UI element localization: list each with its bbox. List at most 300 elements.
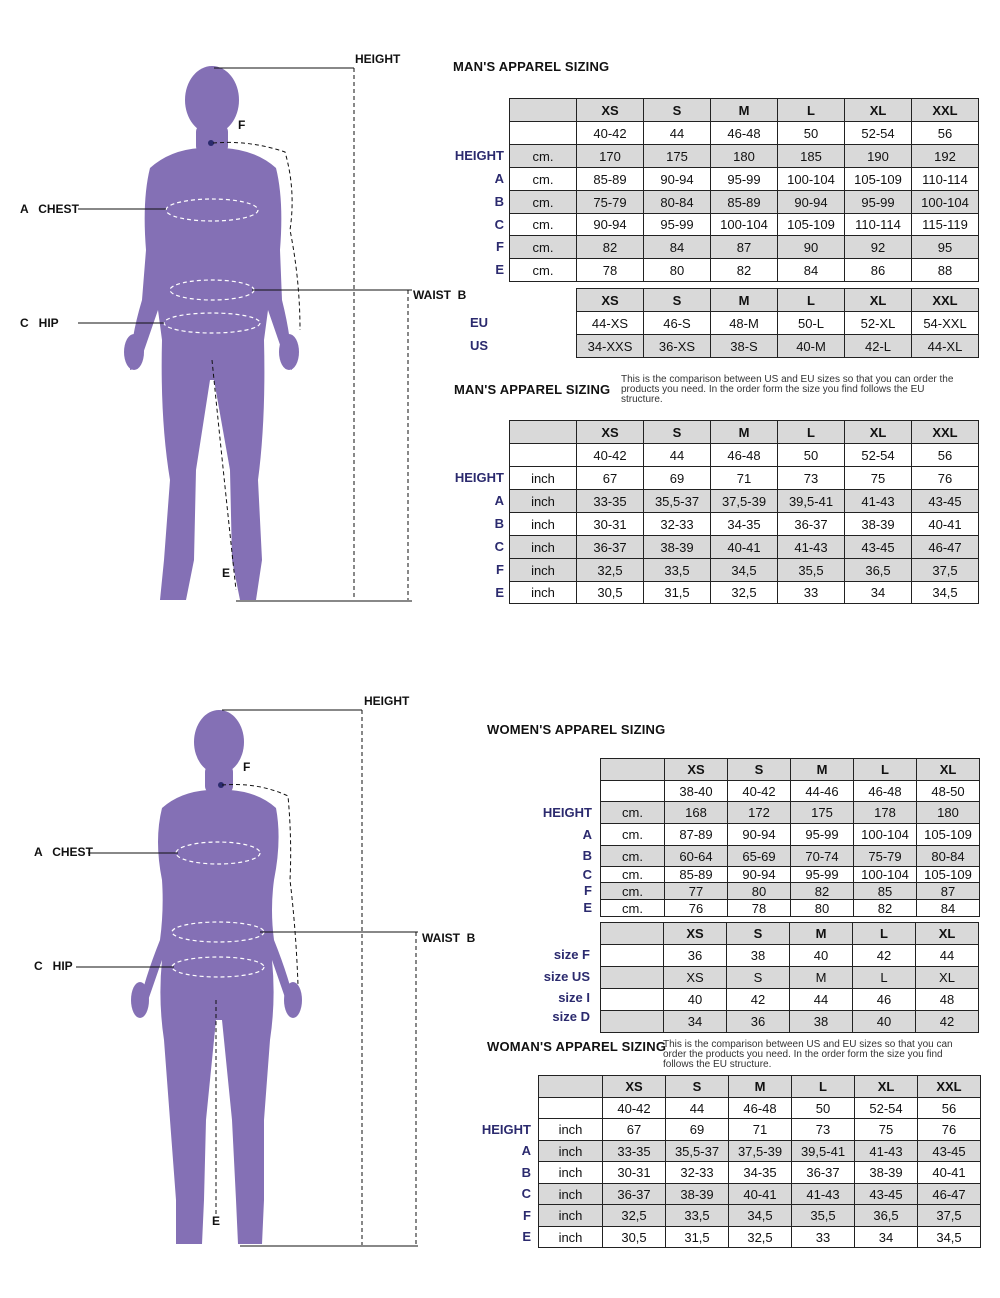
- man-waist-label: WAIST B: [413, 288, 467, 302]
- value-cell: 40-41: [912, 513, 979, 536]
- value-cell: 75-79: [577, 191, 644, 214]
- size-header-cell: XS: [664, 923, 727, 945]
- unit-cell: inch: [510, 467, 577, 490]
- value-cell: 41-43: [778, 536, 845, 559]
- table-row: [601, 883, 980, 900]
- table-row: [539, 1098, 981, 1119]
- size-header-cell: L: [778, 421, 845, 444]
- blank-cell: [601, 989, 664, 1011]
- value-cell: 48: [916, 989, 979, 1011]
- table-row: [510, 168, 979, 191]
- value-cell: 76: [665, 900, 728, 917]
- value-cell: 43-45: [845, 536, 912, 559]
- value-cell: 32,5: [729, 1227, 792, 1248]
- size-header-cell: L: [792, 1076, 855, 1098]
- size-header-cell: S: [728, 759, 791, 781]
- value-cell: 39,5-41: [792, 1141, 855, 1162]
- value-cell: 100-104: [711, 214, 778, 236]
- value-cell: 95-99: [791, 824, 854, 846]
- value-cell: 33: [778, 582, 845, 604]
- unit-cell: inch: [539, 1184, 603, 1205]
- value-cell: 90-94: [728, 867, 791, 883]
- row-label: F: [523, 1208, 531, 1223]
- value-cell: 35,5-37: [644, 490, 711, 513]
- value-cell: 32,5: [711, 582, 778, 604]
- table-row: [510, 582, 979, 604]
- value-cell: 30,5: [577, 582, 644, 604]
- value-cell: 192: [912, 145, 979, 168]
- value-cell: 90-94: [778, 191, 845, 214]
- value-cell: 168: [665, 802, 728, 824]
- eu-size-cell: 44: [644, 122, 711, 145]
- value-cell: 32,5: [603, 1205, 666, 1227]
- eu-size-cell: 50: [792, 1098, 855, 1119]
- value-cell: 175: [791, 802, 854, 824]
- table-row: [510, 236, 979, 259]
- value-cell: 33-35: [603, 1141, 666, 1162]
- size-header-cell: M: [791, 759, 854, 781]
- value-cell: 40: [664, 989, 727, 1011]
- value-cell: 82: [791, 883, 854, 900]
- value-cell: 110-114: [845, 214, 912, 236]
- table-row: [510, 99, 979, 122]
- value-cell: 85-89: [711, 191, 778, 214]
- table-row: [539, 1184, 981, 1205]
- table-row: [577, 289, 979, 312]
- value-cell: 31,5: [644, 582, 711, 604]
- value-cell: 34,5: [912, 582, 979, 604]
- value-cell: 36: [664, 945, 727, 967]
- unit-cell: inch: [510, 490, 577, 513]
- table-row: [577, 312, 979, 335]
- value-cell: 36-37: [778, 513, 845, 536]
- value-cell: 38-S: [711, 335, 778, 358]
- size-header-cell: S: [644, 289, 711, 312]
- value-cell: 40-41: [918, 1162, 981, 1184]
- value-cell: 54-XXL: [912, 312, 979, 335]
- value-cell: 34: [855, 1227, 918, 1248]
- row-label: C: [494, 217, 504, 232]
- value-cell: 78: [577, 259, 644, 282]
- row-label: C: [494, 539, 504, 554]
- value-cell: 40: [790, 945, 853, 967]
- value-cell: 180: [917, 802, 980, 824]
- eu-size-cell: 40-42: [577, 122, 644, 145]
- woman-waist-label: WAIST B: [422, 931, 476, 945]
- size-header-cell: XL: [845, 99, 912, 122]
- value-cell: 42: [853, 945, 916, 967]
- eu-size-cell: 46-48: [854, 781, 917, 802]
- value-cell: 67: [577, 467, 644, 490]
- size-header-cell: L: [853, 923, 916, 945]
- table-row: [539, 1119, 981, 1141]
- men-cm-table: [509, 98, 979, 282]
- value-cell: 40-M: [778, 335, 845, 358]
- value-cell: 170: [577, 145, 644, 168]
- value-cell: 95-99: [711, 168, 778, 191]
- table-row: [601, 781, 980, 802]
- value-cell: 73: [778, 467, 845, 490]
- value-cell: 31,5: [666, 1227, 729, 1248]
- size-header-cell: S: [727, 923, 790, 945]
- table-row: [601, 1011, 979, 1033]
- row-label: C: [582, 867, 592, 882]
- unit-cell: cm.: [510, 214, 577, 236]
- woman-e-label: E: [212, 1214, 221, 1228]
- man-height-label: HEIGHT: [355, 52, 401, 66]
- value-cell: 42: [727, 989, 790, 1011]
- unit-cell: cm.: [510, 259, 577, 282]
- value-cell: 73: [792, 1119, 855, 1141]
- value-cell: 44: [916, 945, 979, 967]
- women-cm-table: [600, 758, 980, 917]
- row-label: F: [496, 239, 504, 254]
- value-cell: 87: [917, 883, 980, 900]
- eu-size-cell: 44: [666, 1098, 729, 1119]
- row-label: A: [494, 171, 504, 186]
- value-cell: 60-64: [665, 846, 728, 867]
- value-cell: 100-104: [912, 191, 979, 214]
- value-cell: 87-89: [665, 824, 728, 846]
- man-f-label: F: [238, 118, 246, 132]
- size-header-cell: XL: [845, 289, 912, 312]
- row-label: size F: [553, 947, 590, 962]
- value-cell: 85: [854, 883, 917, 900]
- value-cell: 44-XS: [577, 312, 644, 335]
- table-row: [510, 421, 979, 444]
- value-cell: 35,5: [792, 1205, 855, 1227]
- value-cell: 105-109: [778, 214, 845, 236]
- value-cell: 36-37: [603, 1184, 666, 1205]
- row-label: F: [496, 562, 504, 577]
- value-cell: 34-35: [711, 513, 778, 536]
- size-header-cell: XS: [577, 289, 644, 312]
- value-cell: 46: [853, 989, 916, 1011]
- unit-cell: inch: [510, 536, 577, 559]
- value-cell: 90-94: [644, 168, 711, 191]
- table-row: [510, 559, 979, 582]
- size-header-cell: XXL: [912, 289, 979, 312]
- value-cell: 46-47: [918, 1184, 981, 1205]
- value-cell: 115-119: [912, 214, 979, 236]
- value-cell: 50-L: [778, 312, 845, 335]
- row-label: E: [583, 900, 592, 915]
- blank-cell: [601, 945, 664, 967]
- value-cell: 82: [711, 259, 778, 282]
- value-cell: 180: [711, 145, 778, 168]
- value-cell: 67: [603, 1119, 666, 1141]
- header-corner-cell: [601, 759, 665, 781]
- unit-cell: cm.: [601, 824, 665, 846]
- value-cell: 80-84: [644, 191, 711, 214]
- value-cell: 105-109: [845, 168, 912, 191]
- table-row: [601, 824, 980, 846]
- value-cell: 33,5: [644, 559, 711, 582]
- eu-size-cell: 40-42: [577, 444, 644, 467]
- eu-corner-cell: [601, 781, 665, 802]
- size-header-cell: XL: [916, 923, 979, 945]
- unit-cell: cm.: [510, 145, 577, 168]
- size-header-cell: S: [644, 99, 711, 122]
- unit-cell: cm.: [601, 846, 665, 867]
- unit-cell: cm.: [601, 883, 665, 900]
- table-row: [601, 759, 980, 781]
- row-label: A: [582, 827, 592, 842]
- value-cell: 33-35: [577, 490, 644, 513]
- men-inch-table: [509, 420, 979, 604]
- value-cell: 36,5: [855, 1205, 918, 1227]
- size-header-cell: M: [729, 1076, 792, 1098]
- size-header-cell: S: [666, 1076, 729, 1098]
- men-conv-table: [576, 288, 979, 358]
- size-header-cell: XS: [577, 421, 644, 444]
- table-row: [510, 444, 979, 467]
- row-label: size US: [543, 969, 590, 984]
- table-row: [601, 846, 980, 867]
- value-cell: 105-109: [917, 867, 980, 883]
- value-cell: 84: [917, 900, 980, 917]
- value-cell: 175: [644, 145, 711, 168]
- value-cell: 75: [845, 467, 912, 490]
- value-cell: S: [727, 967, 790, 989]
- row-label: B: [494, 516, 504, 531]
- size-header-cell: S: [644, 421, 711, 444]
- value-cell: 90: [778, 236, 845, 259]
- women-conv-table: [600, 922, 979, 1033]
- value-cell: 40-41: [729, 1184, 792, 1205]
- value-cell: 92: [845, 236, 912, 259]
- women-inch-note: This is the comparison between US and EU sizes so that you can order the products you need. In the order form the size you find follows the EU structure.: [663, 1039, 953, 1070]
- row-label: A: [521, 1143, 531, 1158]
- unit-cell: inch: [510, 582, 577, 604]
- value-cell: 78: [728, 900, 791, 917]
- eu-size-cell: 46-48: [711, 444, 778, 467]
- header-corner-cell: [510, 99, 577, 122]
- value-cell: 65-69: [728, 846, 791, 867]
- table-row: [510, 490, 979, 513]
- table-row: [510, 536, 979, 559]
- value-cell: 36: [727, 1011, 790, 1033]
- value-cell: 41-43: [845, 490, 912, 513]
- value-cell: 38-39: [845, 513, 912, 536]
- unit-cell: inch: [539, 1227, 603, 1248]
- value-cell: M: [790, 967, 853, 989]
- size-header-cell: L: [854, 759, 917, 781]
- row-label: size I: [558, 990, 590, 1005]
- value-cell: 34: [664, 1011, 727, 1033]
- men-cm-title: MAN'S APPAREL SIZING: [453, 59, 610, 74]
- value-cell: 37,5: [912, 559, 979, 582]
- value-cell: 30-31: [603, 1162, 666, 1184]
- value-cell: 35,5-37: [666, 1141, 729, 1162]
- table-row: [601, 802, 980, 824]
- man-e-label: E: [222, 566, 231, 580]
- eu-size-cell: 50: [778, 444, 845, 467]
- size-header-cell: XS: [665, 759, 728, 781]
- woman-chest-label: A CHEST: [34, 845, 93, 859]
- value-cell: 46-47: [912, 536, 979, 559]
- value-cell: 87: [711, 236, 778, 259]
- table-row: [510, 145, 979, 168]
- row-label: HEIGHT: [542, 805, 592, 820]
- unit-cell: cm.: [601, 867, 665, 883]
- value-cell: 80-84: [917, 846, 980, 867]
- value-cell: L: [853, 967, 916, 989]
- value-cell: 42: [916, 1011, 979, 1033]
- size-header-cell: XL: [845, 421, 912, 444]
- size-header-cell: XL: [917, 759, 980, 781]
- value-cell: 32-33: [666, 1162, 729, 1184]
- value-cell: 43-45: [912, 490, 979, 513]
- unit-cell: cm.: [510, 191, 577, 214]
- row-label: EU: [469, 315, 488, 330]
- women-cm-title: WOMEN'S APPAREL SIZING: [487, 722, 666, 737]
- value-cell: 38-39: [855, 1162, 918, 1184]
- value-cell: 38: [727, 945, 790, 967]
- value-cell: 34-XXS: [577, 335, 644, 358]
- unit-cell: inch: [539, 1162, 603, 1184]
- size-header-cell: XXL: [912, 421, 979, 444]
- header-corner-cell: [539, 1076, 603, 1098]
- value-cell: 37,5-39: [711, 490, 778, 513]
- value-cell: 190: [845, 145, 912, 168]
- row-label: F: [584, 883, 592, 898]
- table-row: [577, 335, 979, 358]
- unit-cell: cm.: [601, 900, 665, 917]
- row-label: HEIGHT: [481, 1122, 531, 1137]
- table-row: [510, 122, 979, 145]
- value-cell: 46-S: [644, 312, 711, 335]
- size-header-cell: XL: [855, 1076, 918, 1098]
- blank-cell: [601, 967, 664, 989]
- unit-cell: cm.: [601, 802, 665, 824]
- value-cell: 36-37: [577, 536, 644, 559]
- eu-size-cell: 50: [778, 122, 845, 145]
- value-cell: 43-45: [855, 1184, 918, 1205]
- eu-size-cell: 46-48: [711, 122, 778, 145]
- row-label: HEIGHT: [454, 148, 504, 163]
- eu-size-cell: 38-40: [665, 781, 728, 802]
- table-row: [539, 1162, 981, 1184]
- value-cell: XS: [664, 967, 727, 989]
- row-label: size D: [552, 1009, 590, 1024]
- blank-cell: [601, 1011, 664, 1033]
- table-row: [601, 967, 979, 989]
- value-cell: 39,5-41: [778, 490, 845, 513]
- row-label: A: [494, 493, 504, 508]
- value-cell: 82: [577, 236, 644, 259]
- eu-size-cell: 52-54: [855, 1098, 918, 1119]
- eu-size-cell: 44-46: [791, 781, 854, 802]
- size-header-cell: XXL: [912, 99, 979, 122]
- eu-size-cell: 56: [912, 122, 979, 145]
- size-header-cell: XS: [603, 1076, 666, 1098]
- row-label: C: [521, 1186, 531, 1201]
- value-cell: 100-104: [854, 824, 917, 846]
- eu-size-cell: 52-54: [845, 122, 912, 145]
- value-cell: 71: [711, 467, 778, 490]
- table-row: [601, 867, 980, 883]
- table-row: [510, 467, 979, 490]
- value-cell: 76: [918, 1119, 981, 1141]
- value-cell: 52-XL: [845, 312, 912, 335]
- value-cell: 82: [854, 900, 917, 917]
- value-cell: 38-39: [644, 536, 711, 559]
- value-cell: 41-43: [855, 1141, 918, 1162]
- value-cell: 85-89: [665, 867, 728, 883]
- table-row: [510, 513, 979, 536]
- value-cell: 95-99: [791, 867, 854, 883]
- value-cell: 32-33: [644, 513, 711, 536]
- man-hip-label: C HIP: [20, 316, 59, 330]
- value-cell: 80: [728, 883, 791, 900]
- value-cell: 75: [855, 1119, 918, 1141]
- size-header-cell: M: [711, 289, 778, 312]
- table-row: [601, 923, 979, 945]
- value-cell: 84: [778, 259, 845, 282]
- value-cell: 48-M: [711, 312, 778, 335]
- table-row: [539, 1205, 981, 1227]
- value-cell: 30,5: [603, 1227, 666, 1248]
- value-cell: 100-104: [854, 867, 917, 883]
- value-cell: 34,5: [729, 1205, 792, 1227]
- value-cell: 32,5: [577, 559, 644, 582]
- value-cell: 95-99: [845, 191, 912, 214]
- eu-size-cell: 56: [912, 444, 979, 467]
- value-cell: 75-79: [854, 846, 917, 867]
- size-header-cell: L: [778, 99, 845, 122]
- value-cell: 76: [912, 467, 979, 490]
- size-header-cell: M: [711, 99, 778, 122]
- value-cell: 34,5: [711, 559, 778, 582]
- unit-cell: cm.: [510, 236, 577, 259]
- row-label: US: [469, 338, 488, 353]
- value-cell: 36-XS: [644, 335, 711, 358]
- value-cell: 178: [854, 802, 917, 824]
- value-cell: 80: [791, 900, 854, 917]
- value-cell: 41-43: [792, 1184, 855, 1205]
- value-cell: 37,5: [918, 1205, 981, 1227]
- women-inch-table: [538, 1075, 981, 1248]
- row-label: E: [495, 262, 504, 277]
- value-cell: 77: [665, 883, 728, 900]
- value-cell: 86: [845, 259, 912, 282]
- size-header-cell: M: [790, 923, 853, 945]
- eu-size-cell: 44: [644, 444, 711, 467]
- value-cell: 43-45: [918, 1141, 981, 1162]
- value-cell: 80: [644, 259, 711, 282]
- value-cell: 36,5: [845, 559, 912, 582]
- value-cell: 34: [845, 582, 912, 604]
- unit-cell: inch: [539, 1205, 603, 1227]
- value-cell: 33: [792, 1227, 855, 1248]
- row-label: B: [521, 1165, 531, 1180]
- unit-cell: cm.: [510, 168, 577, 191]
- value-cell: 38: [790, 1011, 853, 1033]
- eu-size-cell: 56: [918, 1098, 981, 1119]
- size-header-cell: M: [711, 421, 778, 444]
- table-row: [601, 945, 979, 967]
- eu-size-cell: 46-48: [729, 1098, 792, 1119]
- value-cell: 40: [853, 1011, 916, 1033]
- value-cell: 36-37: [792, 1162, 855, 1184]
- eu-size-cell: 40-42: [728, 781, 791, 802]
- table-row: [601, 900, 980, 917]
- size-header-cell: L: [778, 289, 845, 312]
- table-row: [539, 1227, 981, 1248]
- value-cell: 84: [644, 236, 711, 259]
- eu-corner-cell: [510, 122, 577, 145]
